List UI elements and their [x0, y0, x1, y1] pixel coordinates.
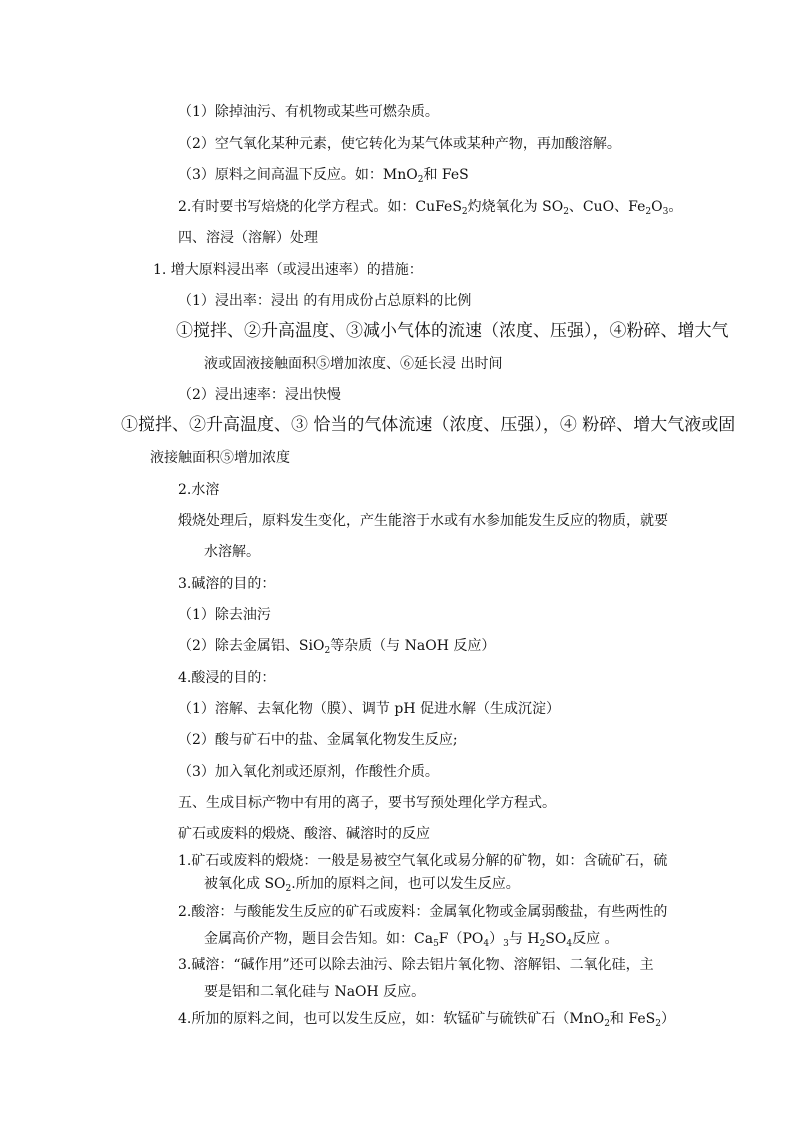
text-line	[204, 875, 520, 893]
text-line	[178, 166, 469, 184]
text-line: （1）除去油污	[178, 607, 271, 623]
text-line: ①搅拌、②升高温度、③减小气体的流速（浓度、压强），④粉碎、增大气	[176, 321, 729, 341]
subscript: 2	[539, 939, 546, 949]
text-line: 1. 增大原料浸出率（或浸出速率）的措施：	[153, 262, 423, 278]
text-run: 灼烧氧化为 SO	[467, 199, 564, 215]
text-run: （2）除去金属铝、SiO	[178, 638, 325, 654]
text-line: （1）溶解、去氧化物（膜）、调节 pH 促进水解（生成沉淀）	[178, 701, 560, 717]
subscript: 4	[483, 939, 490, 949]
text-run: 与 H	[508, 931, 540, 947]
subscript: 2	[324, 646, 331, 656]
text-line: ①搅拌、②升高温度、③ 恰当的气体流速（浓度、压强），④ 粉碎、增大气液或固	[121, 415, 736, 435]
text-line	[178, 1010, 675, 1028]
subscript: 2	[461, 207, 468, 217]
text-line: 水溶解。	[204, 544, 260, 560]
text-run: .所加的原料之间，也可以发生反应。	[291, 876, 520, 892]
text-run: 被氧化成 SO	[204, 876, 286, 892]
text-run: 金属高价产物，题目会告知。如：Ca	[204, 931, 434, 947]
text-line: 要是铝和二氧化硅与 NaOH 反应。	[204, 984, 426, 1000]
text-run: ）	[489, 931, 504, 947]
subscript: 4	[566, 939, 573, 949]
text-run: 和 FeS	[423, 167, 469, 183]
text-run: 。	[668, 199, 683, 215]
text-line: 2.水溶	[178, 482, 220, 498]
text-run: 反应 。	[572, 931, 619, 947]
text-line: 2.酸溶：与酸能发生反应的矿石或废料：金属氧化物或金属弱酸盐，有些两性的	[178, 904, 668, 920]
subscript: 3	[662, 207, 669, 217]
subscript: 2	[285, 884, 292, 894]
text-run: 2.有时要书写焙烧的化学方程式。如：CuFeS	[178, 199, 462, 215]
text-line: （1）除掉油污、有机物或某些可燃杂质。	[178, 104, 439, 120]
subscript: 5	[433, 939, 439, 949]
text-run: 4.所加的原料之间，也可以发生反应，如：软锰矿与硫铁矿石（MnO	[178, 1011, 605, 1027]
text-line: （3）加入氧化剂或还原剂，作酸性介质。	[178, 764, 439, 780]
text-run: ）	[660, 1011, 675, 1027]
text-line: （2）酸与矿石中的盐、金属氧化物发生反应;	[178, 732, 458, 748]
text-line: 3.碱溶的目的：	[178, 576, 276, 592]
subscript: 2	[417, 175, 424, 185]
text-run: O	[651, 199, 663, 215]
text-line: 煅烧处理后，原料发生变化，产生能溶于水或有水参加能发生反应的物质，就要	[178, 513, 668, 529]
subscript: 2	[563, 207, 569, 217]
subscript: 2	[604, 1019, 610, 1029]
text-line: 4.酸浸的目的：	[178, 670, 276, 686]
text-line	[178, 198, 682, 216]
text-run: 等杂质（与 NaOH 反应）	[330, 638, 496, 654]
text-line: 矿石或废料的煅烧、酸溶、碱溶时的反应	[178, 826, 430, 842]
text-line	[204, 930, 619, 948]
text-line	[178, 637, 495, 655]
text-line: 3.碱溶：“碱作用”还可以除去油污、除去铝片氧化物、溶解铝、二氧化硅，主	[178, 957, 654, 973]
text-line: 液或固液接触面积⑤增加浓度、⑥延长浸 出时间	[204, 356, 503, 372]
text-line: 1.矿石或废料的煅烧：一般是易被空气氧化或易分解的矿物，如：含硫矿石，硫	[178, 853, 668, 869]
text-line: 液接触面积⑤增加浓度	[150, 450, 290, 466]
text-line: （1）浸出率：浸出 的有用成份占总原料的比例	[178, 293, 472, 309]
subscript: 2	[645, 207, 652, 217]
text-run: 和 FeS	[609, 1011, 656, 1027]
subscript: 3	[503, 939, 509, 949]
section-heading: 四、溶浸（溶解）处理	[178, 230, 318, 246]
subscript: 2	[655, 1019, 661, 1029]
text-line: （2）空气氧化某种元素，使它转化为某气体或某种产物，再加酸溶解。	[178, 136, 621, 152]
text-run: SO	[545, 931, 567, 947]
text-run: 、CuO、Fe	[568, 199, 646, 215]
text-line: （2）浸出速率：浸出快慢	[178, 387, 341, 403]
text-run: （3）原料之间高温下反应。如：MnO	[178, 167, 418, 183]
section-heading: 五、生成目标产物中有用的离子，要书写预处理化学方程式。	[178, 795, 556, 811]
text-run: F（PO	[438, 931, 484, 947]
